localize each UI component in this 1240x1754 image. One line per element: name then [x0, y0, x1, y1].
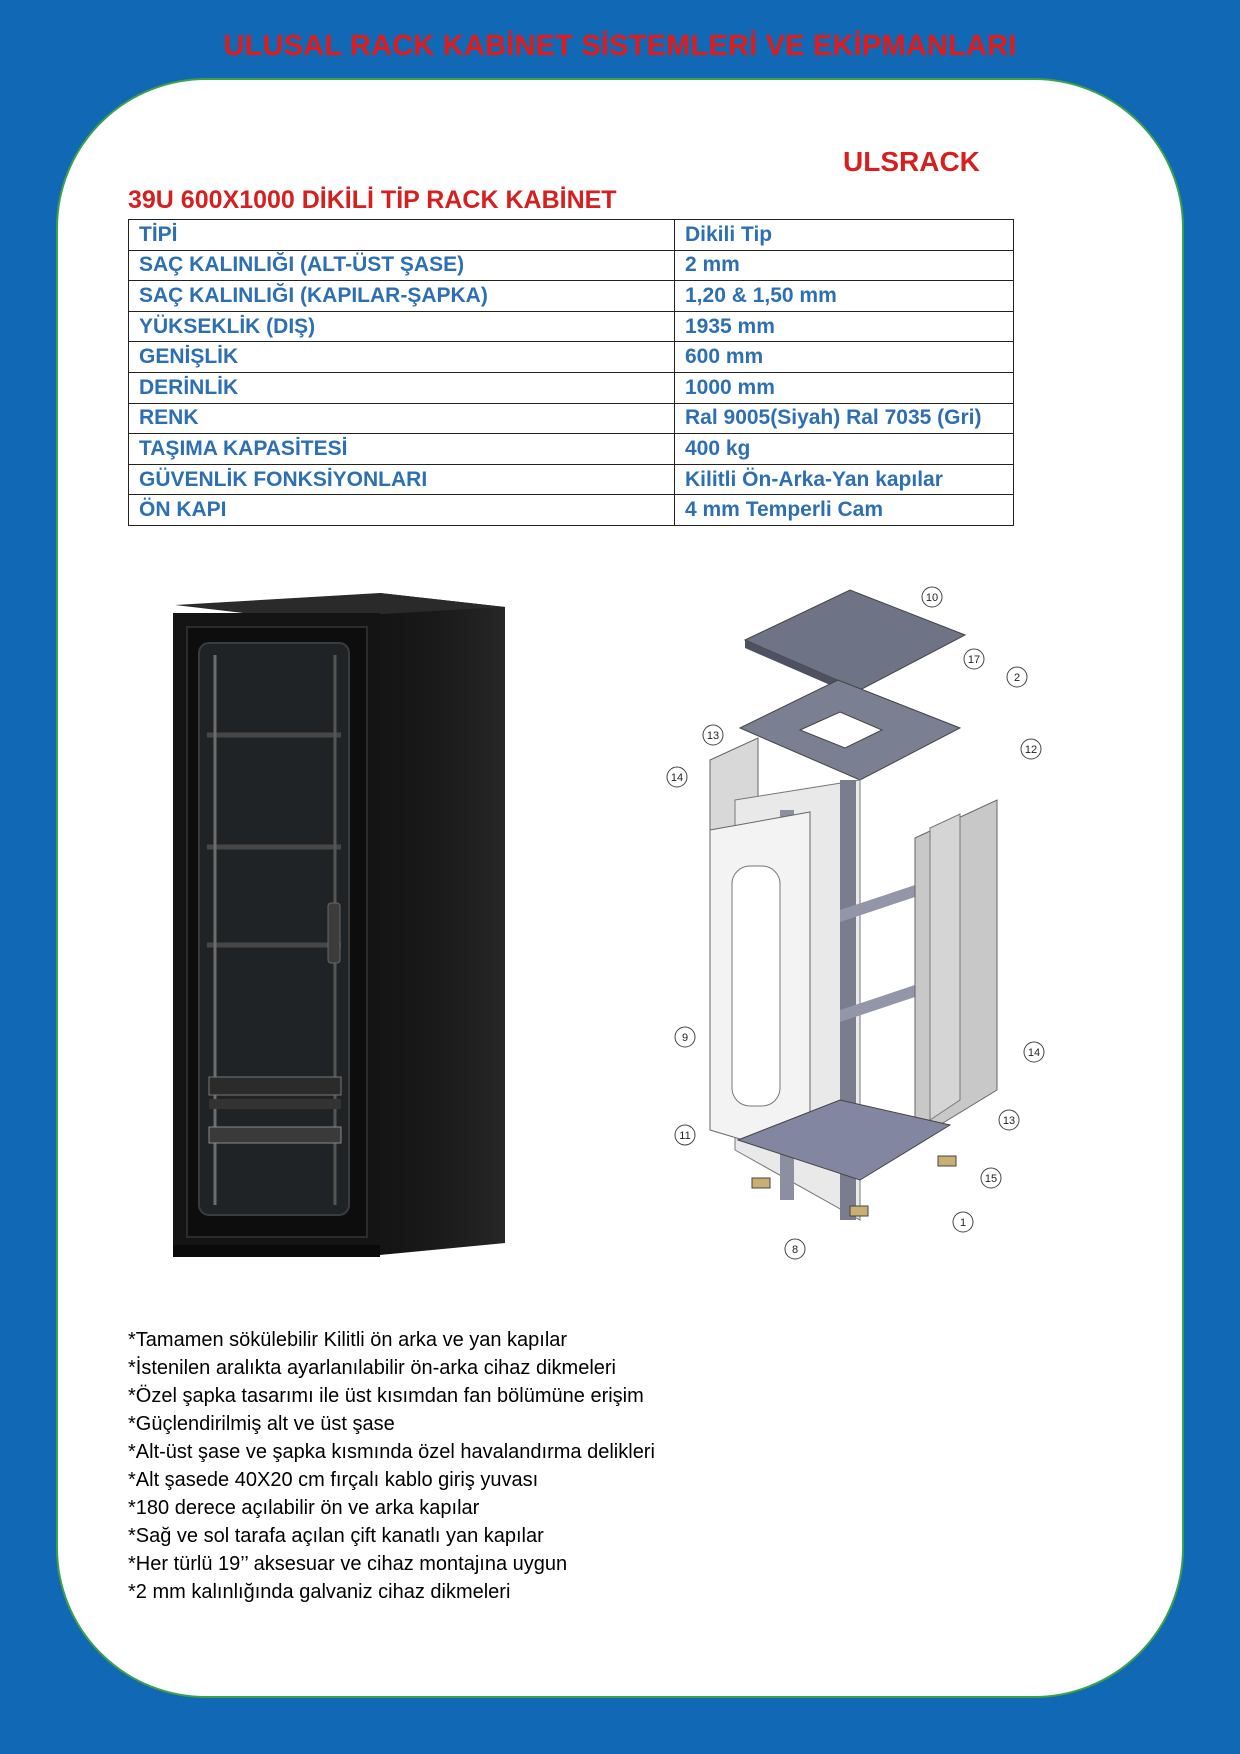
table-row [129, 464, 1014, 495]
spec-value: Kilitli Ön-Arka-Yan kapılar [675, 464, 1014, 495]
table-row [129, 220, 1014, 251]
spec-label: ÖN KAPI [129, 495, 675, 526]
brand-name: ULSRACK [843, 146, 980, 177]
feature-list [128, 1326, 655, 1606]
callout-label: 17 [967, 654, 981, 666]
spec-label: SAÇ KALINLIĞI (KAPILAR-ŞAPKA) [129, 281, 675, 312]
list-item: *Alt şasede 40X20 cm fırçalı kablo giriş yuvası [128, 1469, 539, 1491]
spec-value: 1,20 & 1,50 mm [675, 281, 1014, 312]
spec-label: GÜVENLİK FONKSİYONLARI [129, 464, 675, 495]
cabinet-photo [165, 585, 515, 1265]
page-title: ULUSAL RACK KABİNET SİSTEMLERİ VE EKİPMANLARI [223, 30, 1017, 62]
spec-value: Ral 9005(Siyah) Ral 7035 (Gri) [675, 403, 1014, 434]
list-item: *180 derece açılabilir ön ve arka kapılar [128, 1497, 480, 1519]
callout-label: 8 [791, 1244, 799, 1256]
spec-label: GENİŞLİK [129, 342, 675, 373]
callout-label: 15 [984, 1173, 998, 1185]
callout-label: 11 [679, 1130, 691, 1142]
list-item: *Sağ ve sol tarafa açılan çift kanatlı yan kapılar [128, 1525, 544, 1547]
spec-label: TAŞIMA KAPASİTESİ [129, 434, 675, 465]
spec-label: YÜKSEKLİK (DIŞ) [129, 311, 675, 342]
callout-label: 14 [670, 772, 684, 784]
spec-label: SAÇ KALINLIĞI (ALT-ÜST ŞASE) [129, 250, 675, 281]
table-row [129, 311, 1014, 342]
callout-label: 14 [1027, 1047, 1041, 1059]
callout-label: 13 [1002, 1115, 1016, 1127]
exploded-diagram [660, 580, 1060, 1265]
spec-value: 1000 mm [675, 372, 1014, 403]
spec-label: TİPİ [129, 220, 675, 251]
callout-label: 13 [706, 730, 720, 742]
spec-value: 400 kg [675, 434, 1014, 465]
spec-label: RENK [129, 403, 675, 434]
table-row [129, 281, 1014, 312]
list-item: *2 mm kalınlığında galvaniz cihaz dikmeleri [128, 1581, 511, 1603]
table-row [129, 250, 1014, 281]
spec-label: DERİNLİK [129, 372, 675, 403]
table-row [129, 342, 1014, 373]
list-item: *Alt-üst şase ve şapka kısmında özel havalandırma delikleri [128, 1441, 655, 1463]
table-row [129, 403, 1014, 434]
callout-label: 2 [1013, 672, 1021, 684]
table-row [129, 372, 1014, 403]
callout-label: 1 [959, 1217, 967, 1229]
spec-table [128, 219, 1014, 526]
callout-label: 12 [1024, 744, 1038, 756]
spec-value: 4 mm Temperli Cam [675, 495, 1014, 526]
list-item: *Özel şapka tasarımı ile üst kısımdan fan bölümüne erişim [128, 1385, 644, 1407]
callout-label: 9 [681, 1032, 689, 1044]
callout-label: 10 [925, 592, 939, 604]
spec-value: 1935 mm [675, 311, 1014, 342]
product-title: 39U 600X1000 DİKİLİ TİP RACK KABİNET [128, 186, 617, 214]
list-item: *Tamamen sökülebilir Kilitli ön arka ve yan kapılar [128, 1329, 568, 1351]
list-item: *İstenilen aralıkta ayarlanılabilir ön-arka cihaz dikmeleri [128, 1357, 616, 1379]
list-item: *Her türlü 19’’ aksesuar ve cihaz montajına uygun [128, 1553, 568, 1575]
spec-value: Dikili Tip [675, 220, 1014, 251]
spec-value: 600 mm [675, 342, 1014, 373]
spec-value: 2 mm [675, 250, 1014, 281]
table-row [129, 434, 1014, 465]
table-row [129, 495, 1014, 526]
list-item: *Güçlendirilmiş alt ve üst şase [128, 1413, 395, 1435]
